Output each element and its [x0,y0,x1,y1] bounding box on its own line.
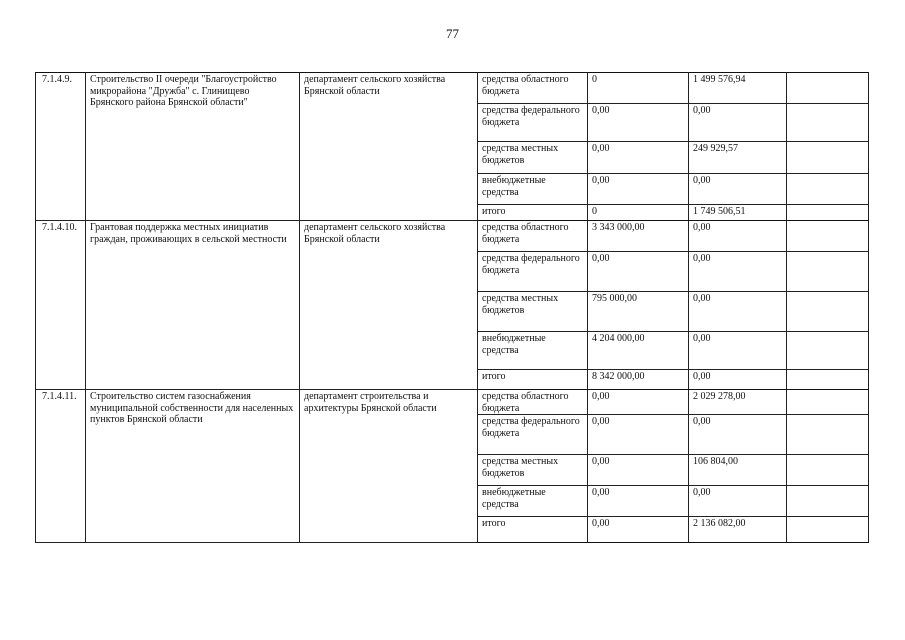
item-code: 7.1.4.11. [36,390,86,543]
item-title: Строительство систем газоснабжения муниципальной собственности для населенных пунктов Брянской области [86,390,300,543]
funding-source: внебюджетные средства [478,174,588,205]
table-row [36,390,869,415]
amount-cell: 0,00 [689,486,787,517]
empty-cell [787,104,869,142]
funding-source: средства областного бюджета [478,221,588,252]
amount-cell: 0,00 [588,517,689,543]
amount-cell: 0,00 [689,221,787,252]
item-title: Грантовая поддержка местных инициатив граждан, проживающих в сельской местности [86,221,300,390]
amount-cell: 3 343 000,00 [588,221,689,252]
empty-cell [787,455,869,486]
amount-cell: 0,00 [588,252,689,292]
amount-cell: 8 342 000,00 [588,370,689,390]
funding-source: итого [478,370,588,390]
empty-cell [787,486,869,517]
table-row [36,221,869,252]
amount-cell: 0,00 [588,486,689,517]
item-code: 7.1.4.9. [36,73,86,221]
item-executor: департамент сельского хозяйства Брянской области [300,73,478,221]
item-executor: департамент сельского хозяйства Брянской области [300,221,478,390]
amount-cell: 0 [588,73,689,104]
amount-cell: 0,00 [588,455,689,486]
amount-cell: 2 029 278,00 [689,390,787,415]
amount-cell: 1 499 576,94 [689,73,787,104]
empty-cell [787,142,869,174]
amount-cell: 0,00 [689,104,787,142]
amount-cell: 249 929,57 [689,142,787,174]
funding-source: средства федерального бюджета [478,252,588,292]
amount-cell: 0,00 [588,390,689,415]
table-row [36,73,869,104]
amount-cell: 0,00 [689,332,787,370]
empty-cell [787,517,869,543]
program-table [35,72,869,543]
funding-source: внебюджетные средства [478,332,588,370]
funding-source: итого [478,517,588,543]
amount-cell: 0,00 [689,292,787,332]
amount-cell: 0,00 [588,142,689,174]
item-executor: департамент строительства и архитектуры Брянской области [300,390,478,543]
empty-cell [787,252,869,292]
amount-cell: 0,00 [588,104,689,142]
amount-cell: 106 804,00 [689,455,787,486]
funding-source: средства местных бюджетов [478,142,588,174]
empty-cell [787,221,869,252]
funding-source: итого [478,205,588,221]
empty-cell [787,205,869,221]
funding-source: средства федерального бюджета [478,415,588,455]
amount-cell: 0 [588,205,689,221]
empty-cell [787,332,869,370]
amount-cell: 0,00 [689,415,787,455]
empty-cell [787,415,869,455]
funding-source: внебюджетные средства [478,486,588,517]
funding-source: средства местных бюджетов [478,292,588,332]
amount-cell: 0,00 [689,174,787,205]
item-code: 7.1.4.10. [36,221,86,390]
item-title: Строительство II очереди "Благоустройство микрорайона "Дружба" с. Глинищево Брянского района Брянской области" [86,73,300,221]
empty-cell [787,390,869,415]
amount-cell: 0,00 [689,370,787,390]
amount-cell: 0,00 [588,415,689,455]
empty-cell [787,73,869,104]
funding-source: средства местных бюджетов [478,455,588,486]
amount-cell: 1 749 506,51 [689,205,787,221]
amount-cell: 0,00 [588,174,689,205]
amount-cell: 4 204 000,00 [588,332,689,370]
amount-cell: 2 136 082,00 [689,517,787,543]
empty-cell [787,370,869,390]
page-number: 77 [446,26,459,41]
funding-source: средства областного бюджета [478,73,588,104]
empty-cell [787,174,869,205]
amount-cell: 0,00 [689,252,787,292]
funding-source: средства областного бюджета [478,390,588,415]
empty-cell [787,292,869,332]
amount-cell: 795 000,00 [588,292,689,332]
funding-source: средства федерального бюджета [478,104,588,142]
